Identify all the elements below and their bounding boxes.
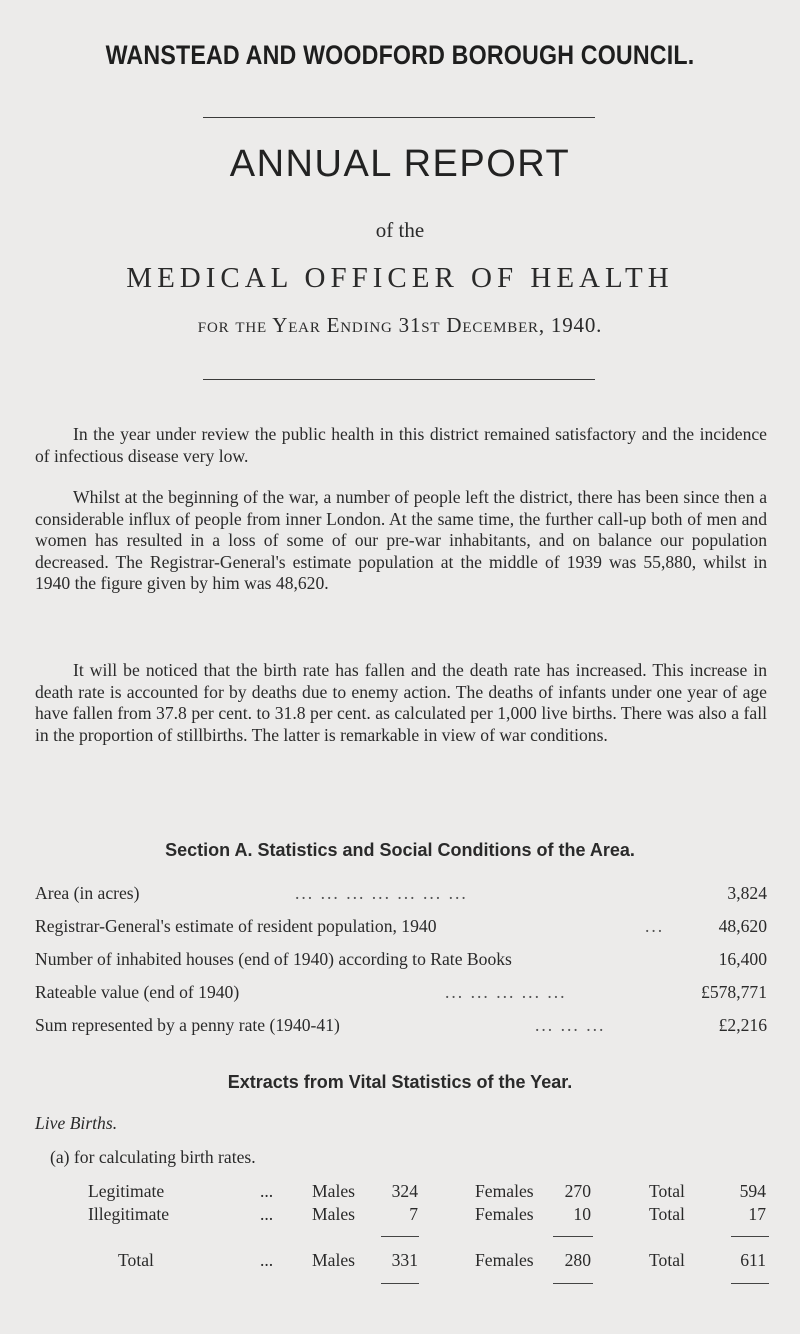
birth-rates-sublabel: (a) for calculating birth rates. <box>50 1147 256 1167</box>
stat-label: Sum represented by a penny rate (1940-41) <box>35 1015 340 1035</box>
row-label: Legitimate <box>88 1181 165 1201</box>
row-leader: ... <box>260 1181 274 1201</box>
row-label: Total <box>118 1250 154 1270</box>
stat-value: £578,771 <box>701 982 767 1002</box>
females-label: Females <box>475 1181 534 1201</box>
row-leader: ... <box>260 1204 274 1224</box>
paragraph-3: It will be noticed that the birth rate has fallen and the death rate has increased. This increase in death rate is accounted for by deaths due to enemy action. The deaths of infants under one year of age have fallen from 37.8 per cent. to 31.8 per cent. as calculated per 1,000 live births. There was also a fall in the proportion of stillbirths. The latter is remarkable in view of war conditions. <box>35 660 767 745</box>
total-value: 611 <box>740 1250 766 1270</box>
males-label: Males <box>312 1181 355 1201</box>
stat-label: Number of inhabited houses (end of 1940) according to Rate Books <box>35 949 512 969</box>
report-title: ANNUAL REPORT <box>229 143 571 185</box>
section-a-heading: Section A. Statistics and Social Conditions of the Area. <box>165 840 635 860</box>
sum-rule-total <box>731 1236 769 1237</box>
stat-row-area <box>35 883 767 907</box>
stat-row-houses <box>35 949 767 973</box>
females-value: 10 <box>573 1204 591 1224</box>
stat-value: 3,824 <box>727 883 767 903</box>
closing-rule-total <box>731 1283 769 1284</box>
paragraph-2: Whilst at the beginning of the war, a number of people left the district, there has been since then a considerable influx of people from inner London. At the same time, the further call-up both of men and women has resulted in a loss of some of our pre-war inhabitants, and on balance our population decreased. The Registrar-General's estimate population at the middle of 1939 was 55,880, whilst in 1940 the figure given by him was 48,620. <box>35 487 767 594</box>
report-officer: MEDICAL OFFICER OF HEALTH <box>126 262 674 294</box>
header-divider <box>203 117 595 118</box>
females-value: 270 <box>564 1181 591 1201</box>
total-label: Total <box>649 1250 685 1270</box>
report-year-line: for the Year Ending 31st December, 1940. <box>197 313 603 337</box>
total-value: 17 <box>748 1204 766 1224</box>
council-title: WANSTEAD AND WOODFORD BOROUGH COUNCIL. <box>105 40 695 70</box>
stat-label: Registrar-General's estimate of resident population, 1940 <box>35 916 437 936</box>
title-divider <box>203 379 595 380</box>
total-label: Total <box>649 1181 685 1201</box>
stat-row-penny-rate <box>35 1015 767 1039</box>
closing-rule-males <box>381 1283 419 1284</box>
males-label: Males <box>312 1250 355 1270</box>
males-value: 331 <box>391 1250 418 1270</box>
stat-label: Rateable value (end of 1940) <box>35 982 240 1002</box>
stat-value: £2,216 <box>718 1015 767 1035</box>
females-value: 280 <box>564 1250 591 1270</box>
stat-leader: ... <box>645 916 665 936</box>
stat-leader: ... ... ... ... ... <box>445 982 567 1002</box>
stat-row-population <box>35 916 767 940</box>
row-leader: ... <box>260 1250 274 1270</box>
stat-label: Area (in acres) <box>35 883 140 903</box>
closing-rule-females <box>553 1283 593 1284</box>
females-label: Females <box>475 1250 534 1270</box>
stat-leader: ... ... ... ... ... ... ... <box>295 883 468 903</box>
males-label: Males <box>312 1204 355 1224</box>
report-of-the: of the <box>375 218 425 242</box>
sum-rule-males <box>381 1236 419 1237</box>
total-label: Total <box>649 1204 685 1224</box>
paragraph-1: In the year under review the public health in this district remained satisfactory and the incidence of infectious disease very low. <box>35 424 767 466</box>
stat-row-rateable-value <box>35 982 767 1006</box>
row-label: Illegitimate <box>88 1204 170 1224</box>
sum-rule-females <box>553 1236 593 1237</box>
stat-value: 16,400 <box>718 949 767 969</box>
total-value: 594 <box>739 1181 766 1201</box>
live-births-label: Live Births. <box>35 1113 118 1133</box>
stat-leader: ... ... ... <box>535 1015 606 1035</box>
vital-statistics-heading: Extracts from Vital Statistics of the Year. <box>227 1072 573 1092</box>
males-value: 324 <box>391 1181 418 1201</box>
stat-value: 48,620 <box>718 916 767 936</box>
males-value: 7 <box>409 1204 418 1224</box>
females-label: Females <box>475 1204 534 1224</box>
